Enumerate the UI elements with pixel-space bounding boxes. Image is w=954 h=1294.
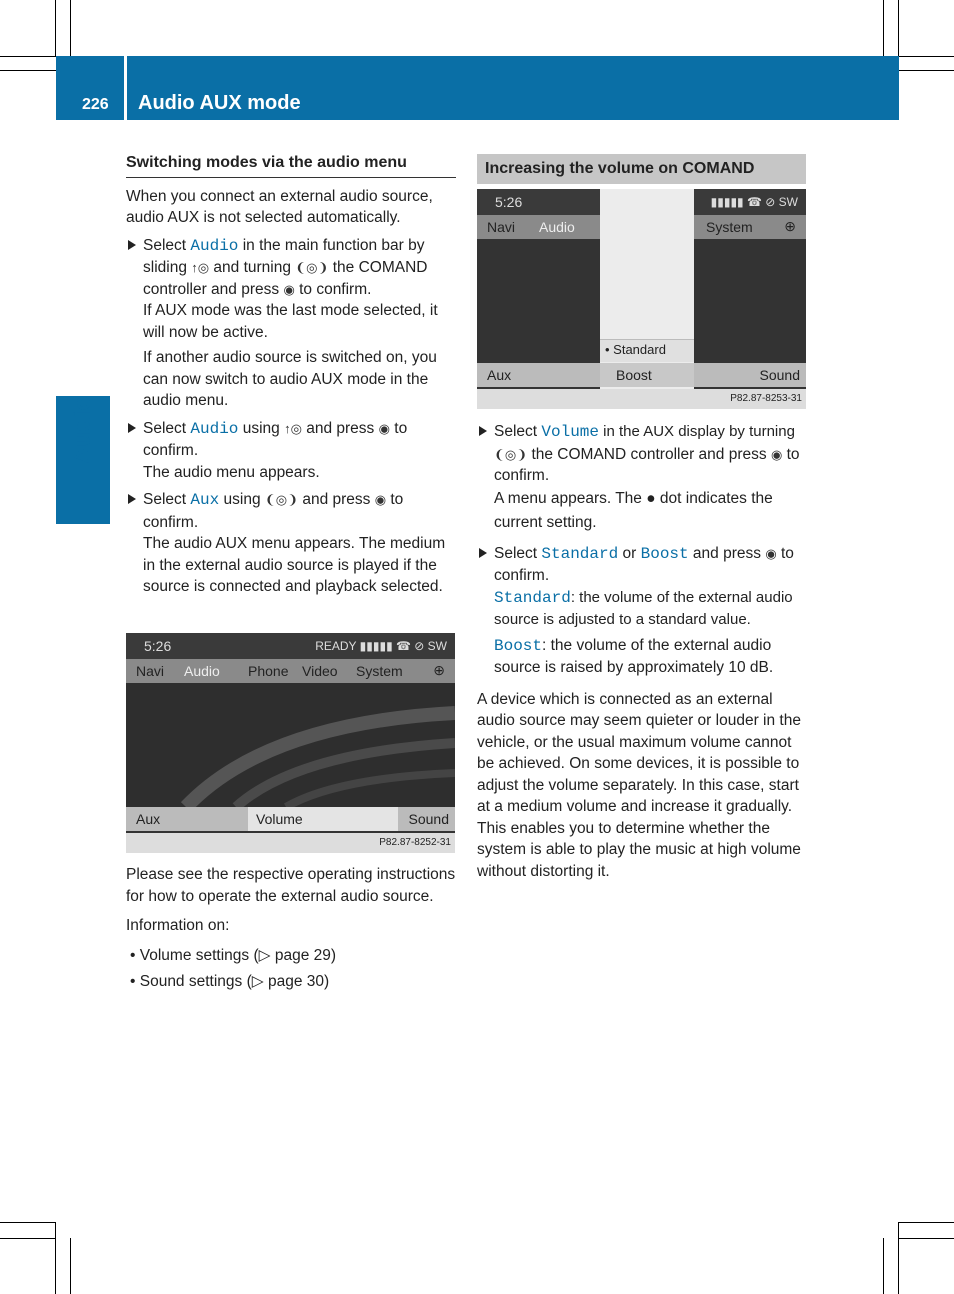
crop-mark (898, 1222, 899, 1294)
menu-system: System (706, 219, 753, 235)
step-note: The audio menu appears. (143, 463, 320, 481)
step-note: A menu appears. The ● dot indicates the current setting. (494, 489, 773, 531)
keyword: Audio (190, 236, 239, 255)
screen-time: 5:26 (144, 638, 172, 654)
list-item: • Volume settings (▷ page 29) (130, 946, 337, 964)
right-column-body (477, 421, 807, 888)
step-note: Standard: the volume of the external audio source is adjusted to a standard value. (494, 588, 793, 628)
menu-video: Video (302, 663, 338, 679)
step-note: The audio AUX menu appears. The medium in the external audio source is played if the source is connected and playback selected. (143, 535, 446, 595)
keyword: Aux (190, 491, 220, 509)
crop-mark (899, 56, 954, 57)
screen-background-swirl (126, 683, 455, 807)
right-heading: Increasing the volume on COMAND (477, 154, 806, 184)
page-header (56, 56, 899, 120)
left-column-bottom (126, 864, 456, 998)
step-item: Select Standard or Boost and press ◉ to confirm. Standard: the volume of the external audio source is adjusted to a standard value. Boost: the volume of the external audio source is raised by approximately 10 dB. (477, 543, 807, 679)
step-arrow-icon (479, 548, 487, 558)
list-item: • Sound settings (▷ page 30) (130, 973, 330, 990)
screen-menu-bar (126, 659, 455, 683)
menu-audio: Audio (184, 663, 220, 679)
crop-mark (899, 70, 954, 71)
crop-mark (70, 1238, 71, 1294)
screen-status-bar (126, 633, 455, 659)
crop-mark (55, 1222, 56, 1294)
keyword: Volume (541, 423, 599, 441)
menu-navi: Navi (487, 219, 516, 235)
turn-icon: ❨◎❩ (295, 260, 329, 275)
crop-mark (55, 0, 56, 56)
keyword: Boost (640, 544, 689, 563)
crop-mark (0, 56, 56, 57)
step-arrow-icon (128, 240, 136, 250)
crop-mark (883, 1238, 884, 1294)
intro-text: When you connect an external audio source, audio AUX is not selected automatically. (126, 187, 433, 226)
crop-mark (0, 70, 56, 71)
turn-icon: ❨◎❩ (494, 446, 528, 462)
page-number: 226 (82, 96, 109, 113)
bottom-volume: Volume (256, 811, 303, 827)
header-separator (124, 56, 127, 120)
bottom-sound: Sound (408, 811, 449, 827)
section-title: Audio AUX mode (138, 92, 301, 114)
image-reference: P82.87-8252-31 (126, 833, 455, 853)
bottom-aux: Aux (487, 367, 512, 383)
screen-left-panel (477, 189, 600, 389)
crop-mark (0, 1222, 56, 1223)
step-arrow-icon (479, 426, 487, 436)
step-item: Select Volume in the AUX display by turning ❨◎❩ the COMAND controller and press ◉ to confirm. A menu appears. The ● dot indicates the current setting. (477, 421, 807, 535)
info-label: Information on: (126, 917, 230, 934)
slide-icon: ↑◎ (284, 420, 302, 436)
left-column (126, 152, 456, 604)
aux-screen-image (126, 633, 455, 853)
step-note: If another audio source is switched on, you can now switch to audio AUX mode in the audio menu. (143, 349, 437, 409)
menu-navi: Navi (136, 663, 165, 679)
keyword: Audio (190, 419, 239, 438)
turn-icon: ❨◎❩ (264, 492, 299, 507)
menu-audio: Audio (539, 219, 575, 235)
step-item: Select Aux using ❨◎❩ and press ◉ to confirm. The audio AUX menu appears. The medium in the external audio source is played if the source is connected and playback selected. (126, 489, 456, 598)
step-arrow-icon (128, 494, 136, 504)
crop-mark (70, 0, 71, 56)
step-item: Select Audio using ↑◎ and press ◉ to confirm. The audio menu appears. (126, 418, 456, 484)
step-arrow-icon (128, 423, 136, 433)
menu-phone: Phone (248, 663, 289, 679)
side-tab-label: Audio (69, 396, 96, 464)
left-heading: Switching modes via the audio menu (126, 152, 456, 178)
crop-mark (898, 0, 899, 56)
press-icon: ◉ (765, 545, 777, 561)
volume-popup-menu (600, 189, 694, 389)
press-icon: ◉ (374, 492, 387, 507)
press-icon: ◉ (378, 420, 390, 436)
globe-icon: ⊕ (433, 662, 445, 678)
keyword: Standard (541, 544, 619, 563)
bottom-aux: Aux (136, 811, 161, 827)
right-paragraph: A device which is connected as an external audio source may seem quieter or louder in the vehicle, or the usual maximum volume cannot be achieved. On some devices, it is possible to adjust the volume separately. In this case, start at a medium volume and increase it gradually. This enables you to determine whether the system is able to play the music at high volume without distorting it. (477, 690, 801, 880)
menu-system: System (356, 663, 403, 679)
image-reference: P82.87-8253-31 (477, 389, 806, 409)
crop-mark (899, 1222, 954, 1223)
step-note: Boost: the volume of the external audio source is raised by approximately 10 dB. (494, 636, 774, 676)
screen-status: ▮▮▮▮▮ ☎ ⊘ SW (710, 195, 798, 209)
screen-status: READY ▮▮▮▮▮ ☎ ⊘ SW (315, 639, 447, 653)
screen-right-panel (694, 189, 806, 389)
screen-bottom-bar (126, 807, 455, 831)
popup-item-boost: Boost (616, 367, 652, 383)
screen-time: 5:26 (495, 194, 523, 210)
crop-mark (899, 1238, 954, 1239)
slide-icon: ↑◎ (191, 260, 210, 275)
globe-icon: ⊕ (784, 218, 796, 234)
bottom-sound: Sound (759, 367, 800, 383)
press-icon: ◉ (283, 281, 295, 297)
right-column (477, 154, 806, 192)
popup-item-standard: • Standard (605, 342, 666, 357)
press-icon: ◉ (770, 446, 783, 462)
after-text: Please see the respective operating instructions for how to operate the external audio source. (126, 866, 456, 905)
volume-screen-image (477, 189, 806, 409)
step-note: If AUX mode was the last mode selected, it will now be active. (143, 302, 438, 341)
crop-mark (883, 0, 884, 56)
crop-mark (0, 1238, 56, 1239)
step-item: Select Audio in the main function bar by sliding ↑◎ and turning ❨◎❩ the COMAND controller and press ◉ to confirm. If AUX mode was the last mode selected, it will now be active. If another audio source is switched on, you can now switch to audio AUX mode in the audio menu. (126, 235, 456, 412)
